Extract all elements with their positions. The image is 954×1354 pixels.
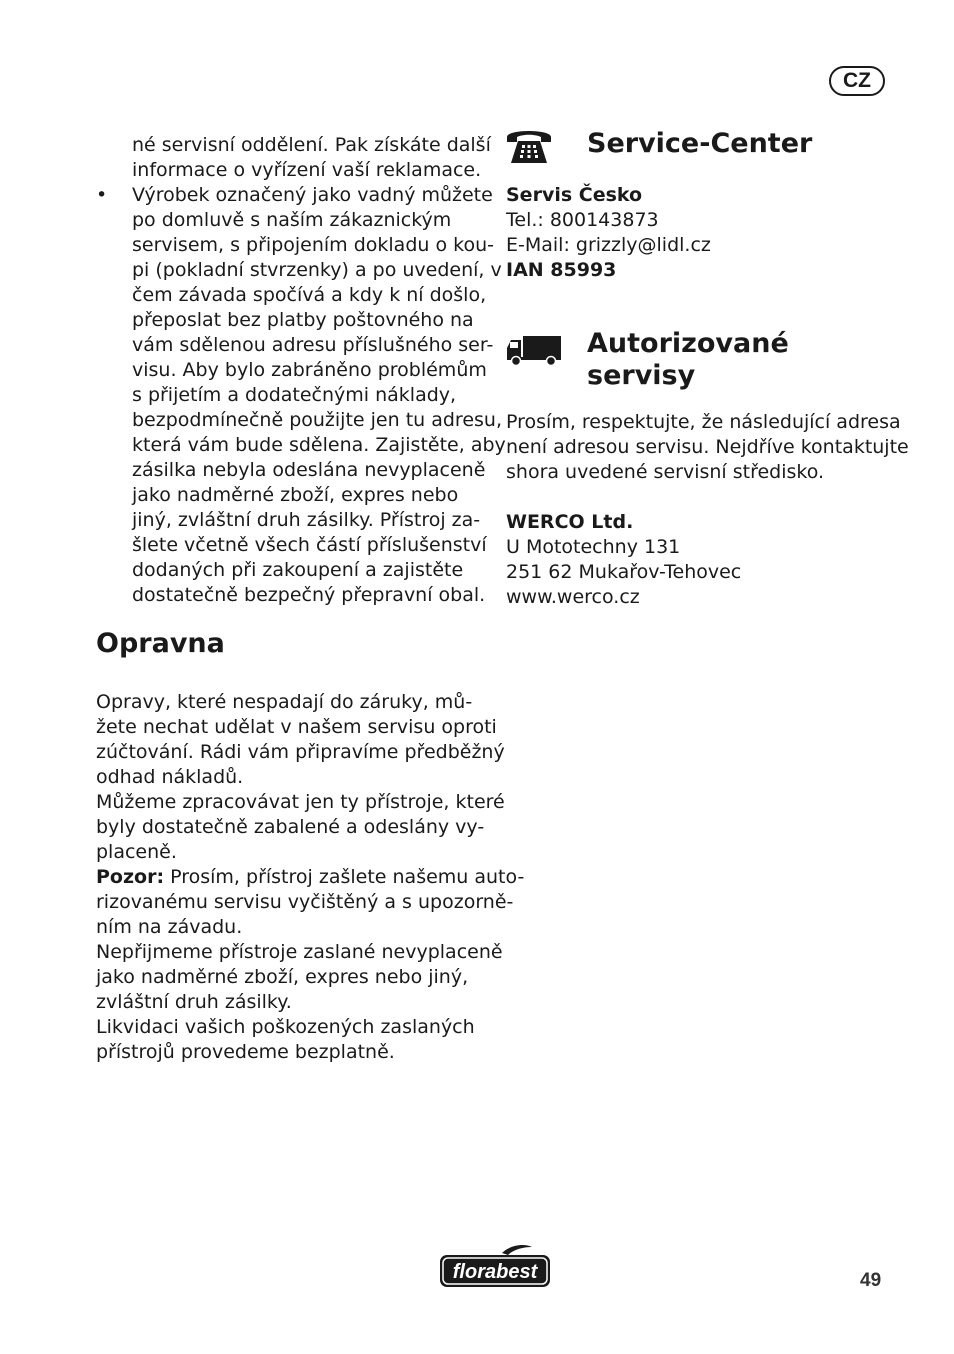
ian-number: IAN 85993 [506,259,617,281]
service-contact [506,183,906,283]
website: www.werco.cz [506,586,640,608]
text-span: Prosím, přístroj zašlete našemu auto- [164,866,525,888]
text-line: dodaných při zakoupení a zajistěte [132,559,464,581]
company-name: WERCO Ltd. [506,511,634,533]
text-line [96,183,493,208]
pozor-paragraph [96,865,525,940]
text-line: ním na závadu. [96,916,243,938]
truck-icon [505,332,563,372]
text-line: která vám bude sdělena. Zajistěte, aby [132,434,506,456]
text-line: Prosím, respektujte, že následující adresa [506,411,901,433]
text-line: jako nadměrné zboží, expres nebo [132,484,459,506]
text-line: placeně. [96,841,177,863]
address-city: 251 62 Mukařov-Tehovec [506,561,742,583]
address-street: U Mototechny 131 [506,536,681,558]
text-line: pi (pokladní stvrzenky) a po uvedení, v [132,259,502,281]
text-line: s přijetím a dodatečnými náklady, [132,384,457,406]
servis-name: Servis Česko [506,184,643,206]
text-line: šlete včetně všech částí příslušenství [132,534,487,556]
opravna-paragraph-4 [96,940,503,1015]
text-line: odhad nákladů. [96,766,244,788]
page-number: 49 [860,1270,882,1291]
text-line: zúčtování. Rádi vám připravíme předběžný [96,741,505,763]
language-badge: CZ [829,66,885,96]
text-line: servisem, s připojením dokladu o kou- [132,234,494,256]
telephone-icon [505,125,553,169]
text-line: né servisní oddělení. Pak získáte další [132,134,491,156]
text-line: dostatečně bezpečný přepravní obal. [132,584,486,606]
text-line [96,865,525,890]
bullet-item [96,183,506,608]
opravna-paragraph-1 [96,690,505,790]
text-line: přístrojů provedeme bezplatně. [96,1041,395,1063]
text-line: shora uvedené servisní středisko. [506,461,825,483]
heading-line: Autorizované [587,328,789,359]
text-line: byly dostatečně zabalené a odeslány vy- [96,816,485,838]
left-column [96,133,525,1065]
opravna-paragraph-5 [96,1015,488,1065]
bullet-marker: • [96,184,108,206]
text-line: bezpodmínečně použijte jen tu adresu, [132,409,502,431]
pozor-label: Pozor: [96,866,165,888]
text-line: vám sdělenou adresu příslušného ser- [132,334,494,356]
text-line: rizovanému servisu vyčištěný a s upozorně- [96,891,514,913]
text-line: zásilka nebyla odeslána nevyplaceně [132,459,486,481]
opravna-heading: Opravna [96,628,225,659]
text-span: Výrobek označený jako vadný můžete [132,184,493,206]
florabest-logo [438,1243,552,1295]
opravna-paragraph-2 [96,790,505,865]
text-line: Likvidaci vašich poškozených zaslaných [96,1016,475,1038]
text-line: Můžeme zpracovávat jen ty přístroje, které [96,791,505,813]
text-line: jiný, zvláštní druh zásilky. Přístroj za- [132,509,481,531]
authorized-info [506,410,909,610]
text-line: visu. Aby bylo zabráněno problémům [132,359,487,381]
text-line: jako nadměrné zboží, expres nebo jiný, [96,966,469,988]
text-line: zvláštní druh zásilky. [96,991,292,1013]
email-address: E-Mail: grizzly@lidl.cz [506,234,711,256]
text-line: čem závada spočívá a kdy k ní došlo, [132,284,487,306]
text-line: Opravy, které nespadají do záruky, mů- [96,691,473,713]
logo-text: florabest [452,1261,538,1283]
text-line: žete nechat udělat v našem servisu oproti [96,716,497,738]
text-line: informace o vyřízení vaší reklamace. [132,159,482,181]
telephone-number: Tel.: 800143873 [506,209,659,231]
service-center-heading: Service-Center [587,128,813,159]
text-line: po domluvě s naším zákaznickým [132,209,452,231]
text-line: přeposlat bez platby poštovného na [132,309,474,331]
continued-paragraph [96,133,491,183]
authorized-service-heading [587,328,789,392]
heading-line: servisy [587,360,696,391]
text-line: není adresou servisu. Nejdříve kontaktujte [506,436,909,458]
text-line: Nepřijmeme přístroje zaslané nevyplaceně [96,941,503,963]
